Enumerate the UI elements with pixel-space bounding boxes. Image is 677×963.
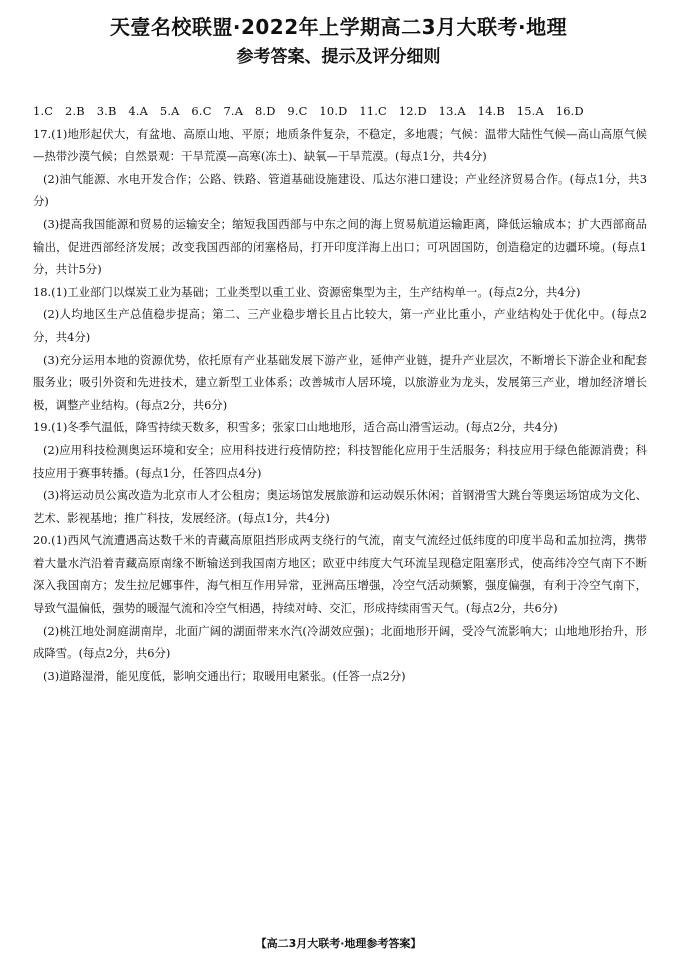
question-19-part-3: (3)将运动员公寓改造为北京市人才公租房；奥运场馆发展旅游和运动娱乐休闲；首钢滑雪大跳台等奥运场馆成为文化、艺术、影视基地；推广科技，发展经济。(每点1分，共4分): [33, 488, 647, 525]
multiple-choice-answers: [33, 100, 647, 123]
mc-answer: 13.A: [438, 104, 466, 118]
question-number: 19.: [33, 420, 52, 435]
question-18-part-1: [33, 281, 647, 304]
question-20-part-1: [33, 529, 647, 619]
mc-answer: 16.D: [555, 104, 584, 118]
mc-answer: 14.B: [477, 104, 505, 118]
question-18-part-2: (2)人均地区生产总值稳步提高；第二、三产业稳步增长且占比较大，第一产业比重小，产业结构处于优化中。(每点2分，共4分): [33, 307, 647, 344]
question-number: 20.: [33, 533, 52, 548]
mc-answer: 8.D: [254, 104, 276, 118]
answer-text: (1)冬季气温低，降雪持续天数多，积雪多；张家口山地地形，适合高山滑雪运动。(每点2分，共4分): [51, 420, 558, 435]
question-17-part-2: (2)油气能源、水电开发合作；公路、铁路、管道基础设施建设、瓜达尔港口建设；产业经济贸易合作。(每点1分，共3分): [33, 171, 647, 209]
answer-text: (1)工业部门以煤炭工业为基础；工业类型以重工业、资源密集型为主，生产结构单一。(每点2分，共4分): [51, 284, 581, 299]
mc-answer: 15.A: [516, 104, 544, 118]
question-19-part-2: (2)应用科技检测奥运环境和安全；应用科技进行疫情防控；科技智能化应用于生活服务；科技应用于绿色能源消费；科技应用于赛事转播。(每点1分，任答四点4分): [33, 442, 647, 480]
mc-answer: 10.D: [319, 104, 348, 118]
question-20-part-2: (2)桃江地处洞庭湖南岸，北面广阔的湖面带来水汽(冷湖效应强)；北面地形开阔，受冷气流影响大；山地地形抬升，形成降雪。(每点2分，共6分): [33, 623, 647, 661]
question-19-part-1: [33, 416, 647, 439]
question-20-part-3: (3)道路湿滑，能见度低，影响交通出行；取暖用电紧张。(任答一点2分): [43, 668, 406, 683]
answer-content: [33, 100, 647, 687]
answer-text: (1)西风气流遭遇高达数千米的青藏高原阻挡形成两支绕行的气流，南支气流经过低纬度的印度半岛和孟加拉湾，携带着大量水汽沿着青藏高原南缘不断输送到我国南方地区；欧亚中纬度大气环流呈现稳定阻塞形式，使高纬冷空气南下不断深入我国南方；发生拉尼娜事件，海气相互作用异常，亚洲高压增强，冷空气活动频繁，强度偏强，有利于冷空气南下，导致气温偏低，强势的暖湿气流和冷空气相遇，持续对峙、交汇，形成持续雨雪天气。(每点2分，共6分): [33, 533, 647, 616]
mc-answer: 12.D: [398, 104, 427, 118]
mc-answer: 1.C: [33, 104, 54, 118]
page-subtitle: 参考答案、提示及评分细则: [236, 47, 441, 67]
mc-answer: 4.A: [128, 104, 149, 118]
mc-answer: 6.C: [191, 104, 212, 118]
mc-answer: 2.B: [65, 104, 85, 118]
mc-answer: 3.B: [96, 104, 117, 118]
page-title: 天壹名校联盟·2022年上学期高二3月大联考·地理: [109, 15, 568, 39]
mc-answer: 7.A: [223, 104, 244, 118]
question-number: 18.: [33, 284, 52, 299]
answer-text: (1)地形起伏大，有盆地、高原山地、平原；地质条件复杂，不稳定，多地震；气候：温带大陆性气候—高山高原气候—热带沙漠气候；自然景观：干旱荒漠—高寒(冻土)、缺氧—干旱荒漠。(每点1分，共4分): [33, 126, 647, 164]
mc-answer: 11.C: [359, 104, 387, 118]
mc-answer: 9.C: [287, 104, 308, 118]
question-number: 17.: [33, 126, 52, 141]
page-footer: 【高二3月大联考·地理参考答案】: [255, 937, 422, 950]
mc-answer: 5.A: [159, 104, 180, 118]
question-17-part-3: (3)提高我国能源和贸易的运输安全；缩短我国西部与中东之间的海上贸易航道运输距离，降低运输成本；扩大西部商品输出，促进西部经济发展；改变我国西部的闭塞格局，打开印度洋海上出口；可巩固国防，创造稳定的边疆环境。(每点1分，共计5分): [33, 216, 647, 277]
question-18-part-3: (3)充分运用本地的资源优势，依托原有产业基础发展下游产业，延伸产业链，提升产业层次，不断增长下游企业和配套服务业；吸引外资和先进技术，建立新型工业体系；改善城市人居环境，以旅游业为龙头，发展第三产业，增加经济增长极，调整产业结构。(每点2分，共6分): [33, 352, 647, 412]
question-17-part-1: [33, 123, 647, 168]
